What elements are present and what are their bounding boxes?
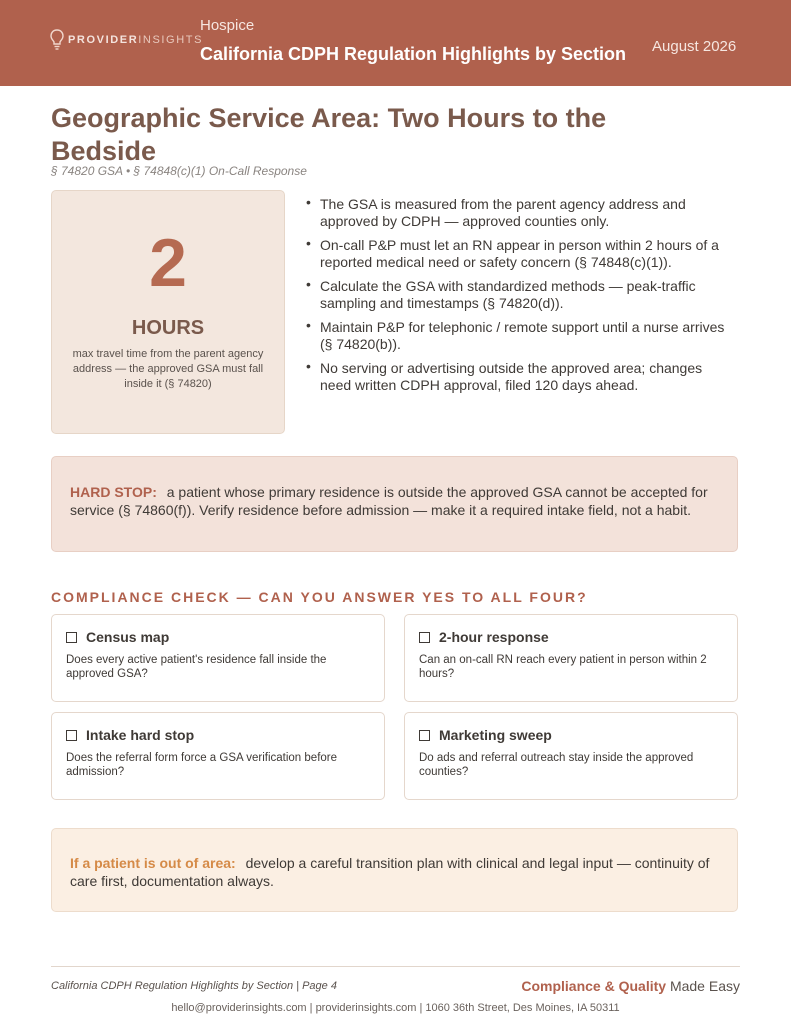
check-card-intake-hard-stop — [51, 712, 385, 800]
check-title: Intake hard stop — [66, 727, 370, 743]
stat-unit: HOURS — [131, 317, 205, 339]
footer-divider — [51, 966, 740, 967]
key-points-list — [306, 196, 736, 401]
footer-contact: hello@providerinsights.com | providerinsights.com | 1060 36th Street, Des Moines, IA 50311 — [171, 1002, 620, 1014]
check-description: Does every active patient's residence fall inside the approved GSA? — [66, 654, 327, 680]
out-of-area-text: develop a careful transition plan with clinical and legal input — continuity of care first, documentation always. — [70, 855, 710, 889]
hard-stop-label: HARD STOP: — [70, 484, 157, 500]
header-kicker: Hospice — [200, 17, 255, 34]
check-title: 2-hour response — [419, 629, 723, 645]
page-title: Geographic Service Area: Two Hours to the Bedside — [51, 103, 607, 166]
page-header — [0, 0, 791, 86]
hard-stop-text: a patient whose primary residence is outside the approved GSA cannot be accepted for service (§ 74860(f)). Verify residence before admission — make it a required intake field, not a habit. — [70, 484, 708, 518]
footer-tagline: Compliance & Quality Made Easy — [521, 978, 740, 994]
key-point: • Maintain P&P for telephonic / remote support until a nurse arrives (§ 74820(b)). — [306, 319, 736, 353]
check-description: Can an on-call RN reach every patient in person within 2 hours? — [419, 654, 707, 680]
key-point: • Calculate the GSA with standardized methods — peak-traffic sampling and timestamps (§ 74820(d)). — [306, 278, 736, 312]
key-point: • The GSA is measured from the parent agency address and approved by CDPH — approved counties only. — [306, 196, 736, 230]
check-title: Census map — [66, 629, 370, 645]
brand-logo — [50, 28, 203, 52]
out-of-area-callout — [51, 828, 738, 912]
check-card-2-hour-response — [404, 614, 738, 702]
checkbox-icon — [66, 730, 77, 741]
stat-card — [51, 190, 285, 434]
lightbulb-icon — [50, 29, 64, 51]
checkbox-icon — [66, 632, 77, 643]
logo-wordmark: PROVIDERINSIGHTS — [68, 34, 204, 46]
check-description: Do ads and referral outreach stay inside the approved counties? — [419, 752, 694, 778]
check-title: Marketing sweep — [419, 727, 723, 743]
checkbox-icon — [419, 730, 430, 741]
stat-number: 2 — [149, 225, 187, 301]
hard-stop-callout — [51, 456, 738, 552]
compliance-heading: COMPLIANCE CHECK — CAN YOU ANSWER YES TO ALL FOUR? — [51, 589, 588, 605]
regulation-citation: § 74820 GSA • § 74848(c)(1) On-Call Response — [51, 164, 307, 178]
checkbox-icon — [419, 632, 430, 643]
stat-description: max travel time from the parent agency address — the approved GSA must fall inside it (§ 74820) — [72, 348, 264, 390]
check-description: Does the referral form force a GSA verification before admission? — [66, 752, 338, 778]
header-title: California CDPH Regulation Highlights by Section — [200, 44, 627, 64]
check-card-census-map — [51, 614, 385, 702]
header-date: August 2026 — [652, 38, 737, 55]
key-point: • On-call P&P must let an RN appear in person within 2 hours of a reported medical need or safety concern (§ 74848(c)(1)). — [306, 237, 736, 271]
out-of-area-label: If a patient is out of area: — [70, 855, 236, 871]
footer-page-info: California CDPH Regulation Highlights by Section | Page 4 — [51, 980, 337, 992]
check-card-marketing-sweep — [404, 712, 738, 800]
key-point: • No serving or advertising outside the approved area; changes need written CDPH approval, filed 120 days ahead. — [306, 360, 736, 394]
